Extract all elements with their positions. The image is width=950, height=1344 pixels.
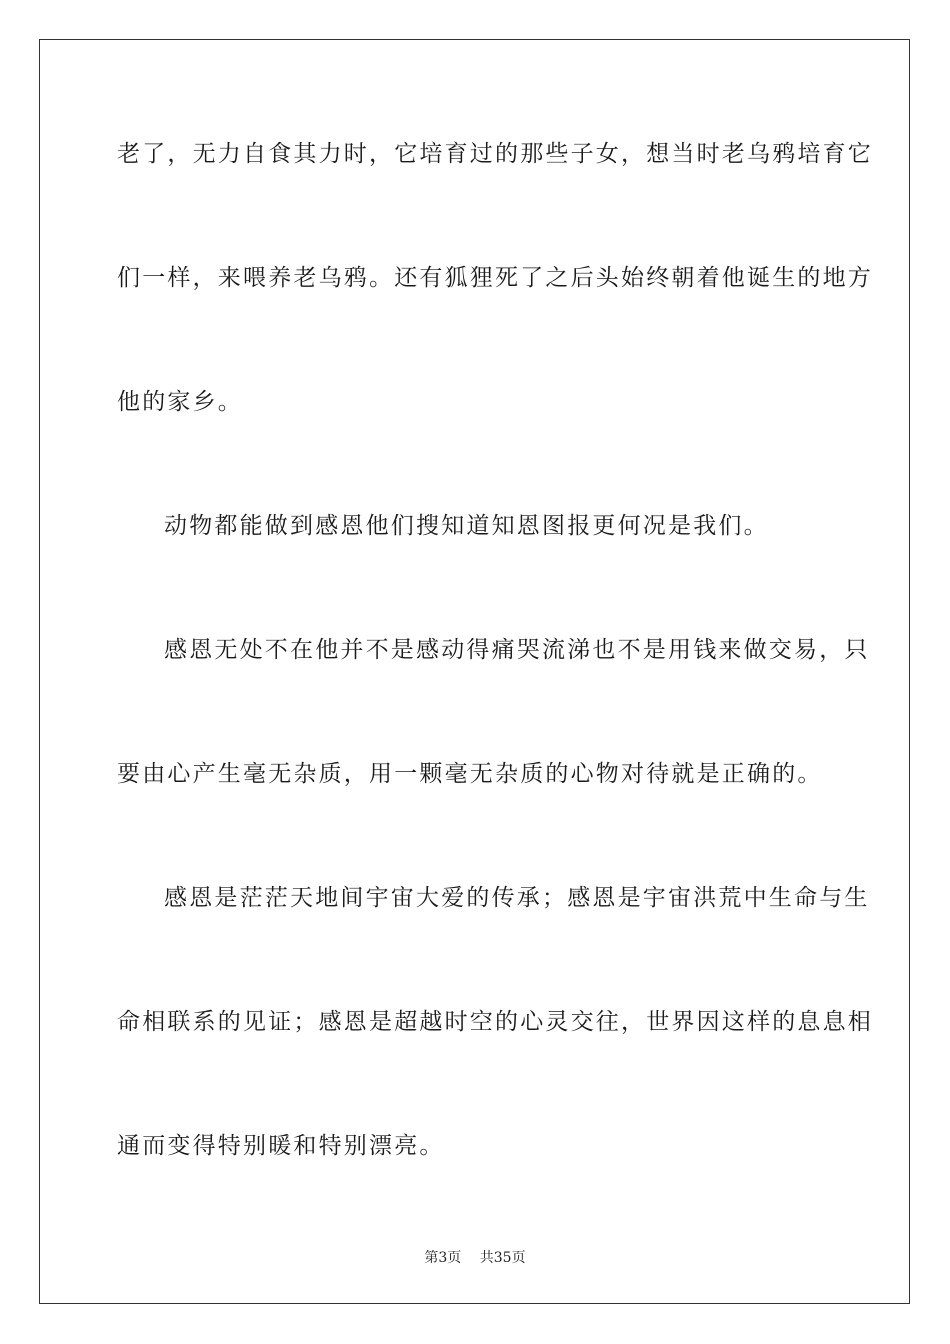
paragraph-start-line: 动物都能做到感恩他们搜知道知恩图报更何况是我们。 [164,513,769,539]
text-line: 要由心产生毫无杂质，用一颗毫无杂质的心物对待就是正确的。 [117,761,823,787]
paragraph-start-line: 感恩是茫茫天地间宇宙大爱的传承；感恩是宇宙洪荒中生命与生 [164,885,870,911]
page-number: 第3页 [424,1250,462,1266]
page-border [39,39,910,1304]
page-footer [0,1248,950,1268]
text-line: 们一样，来喂养老乌鸦。还有狐狸死了之后头始终朝着他诞生的地方 [117,265,873,291]
text-line: 他的家乡。 [117,389,243,415]
text-line: 命相联系的见证；感恩是超越时空的心灵交往，世界因这样的息息相 [117,1009,873,1035]
text-line: 老了，无力自食其力时，它培育过的那些子女，想当时老乌鸦培育它 [117,141,873,167]
paragraph-start-line: 感恩无处不在他并不是感动得痛哭流涕也不是用钱来做交易，只 [164,637,870,663]
page-total: 共35页 [479,1250,526,1266]
text-line: 通而变得特别暖和特别漂亮。 [117,1133,445,1159]
